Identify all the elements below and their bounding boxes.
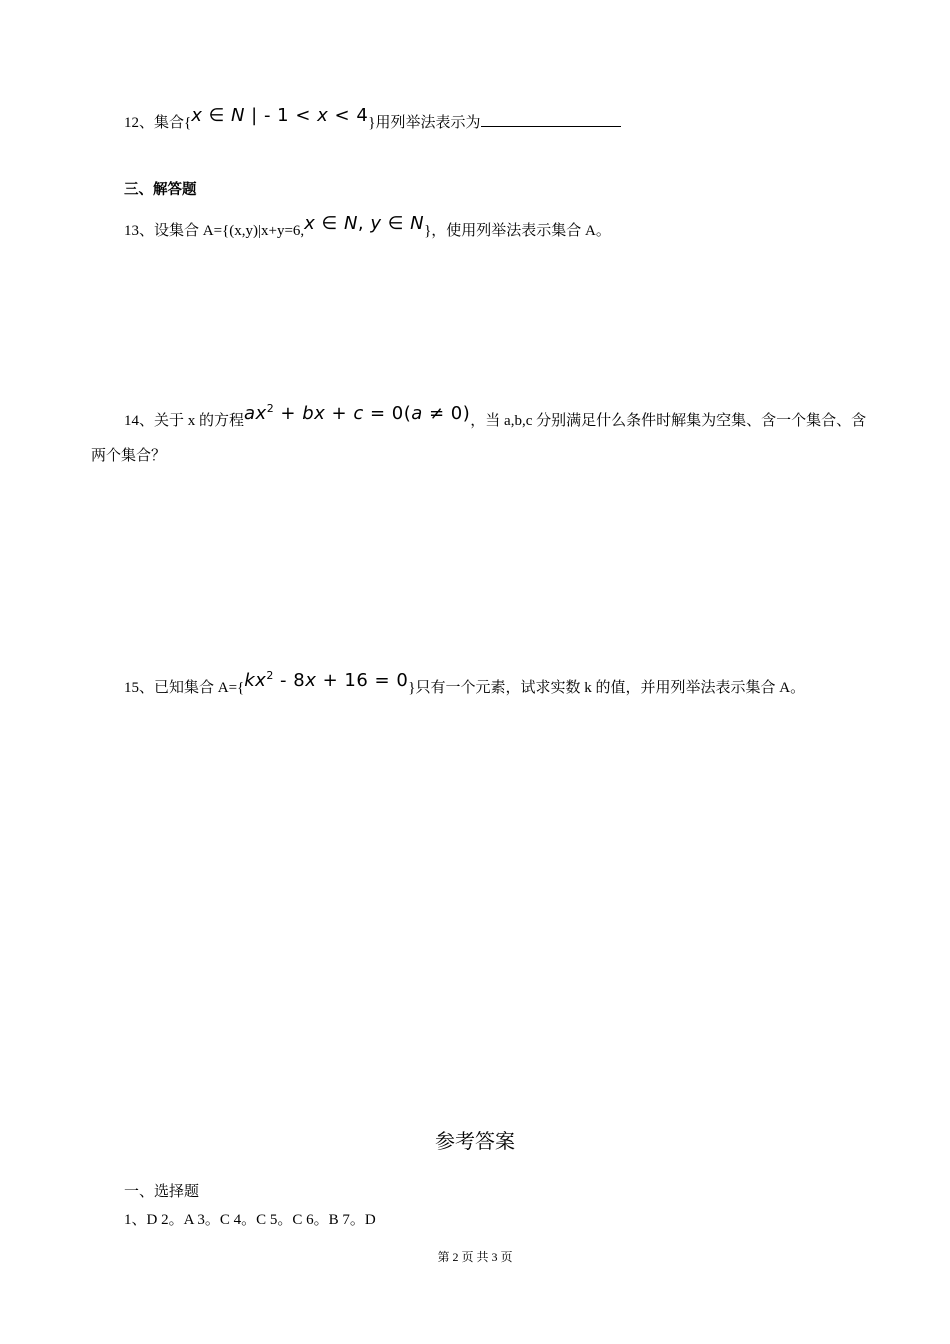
q12-formula: x ∈ N | - 1 < x < 4 xyxy=(191,105,369,126)
q15-suffix: }只有一个元素，试求实数 k 的值，并用列举法表示集合 A。 xyxy=(408,680,806,696)
answer-key-title: 参考答案 xyxy=(435,1129,515,1153)
answer-section-choice: 一、选择题 xyxy=(124,1184,200,1200)
answer-blank[interactable] xyxy=(481,110,621,127)
section-heading-answers: 三、解答题 xyxy=(124,182,197,198)
q15-formula: $kx^2 - 8x + 16 = 0$ xyxy=(244,669,409,691)
answer-line-1: 1、D 2。A 3。C 4。C 5。C 6。B 7。D xyxy=(124,1212,376,1228)
q14-suffix: ，当 a,b,c 分别满足什么条件时解集为空集、含一个集合、含 xyxy=(470,413,867,429)
question-12 xyxy=(124,105,621,133)
question-13 xyxy=(124,213,611,241)
q14-prefix: 14、关于 x 的方程 xyxy=(124,413,245,429)
q15-prefix: 15、已知集合 A={ xyxy=(124,680,245,696)
page-footer: 第 2 页 共 3 页 xyxy=(437,1250,513,1264)
q12-prefix: 12、集合{ xyxy=(124,115,192,131)
question-14 xyxy=(124,402,867,431)
question-14-line2: 两个集合？ xyxy=(91,448,167,464)
question-15 xyxy=(124,669,806,698)
q13-formula: x ∈ N, y ∈ N xyxy=(304,213,425,234)
q13-suffix: }，使用列举法表示集合 A。 xyxy=(424,223,611,239)
q12-suffix: }用列举法表示为 xyxy=(368,115,481,131)
q14-formula: $ax^2$ + bx + c = 0(a ≠ 0) xyxy=(244,402,471,424)
q13-prefix: 13、设集合 A={(x,y)|x+y=6, xyxy=(124,223,305,239)
